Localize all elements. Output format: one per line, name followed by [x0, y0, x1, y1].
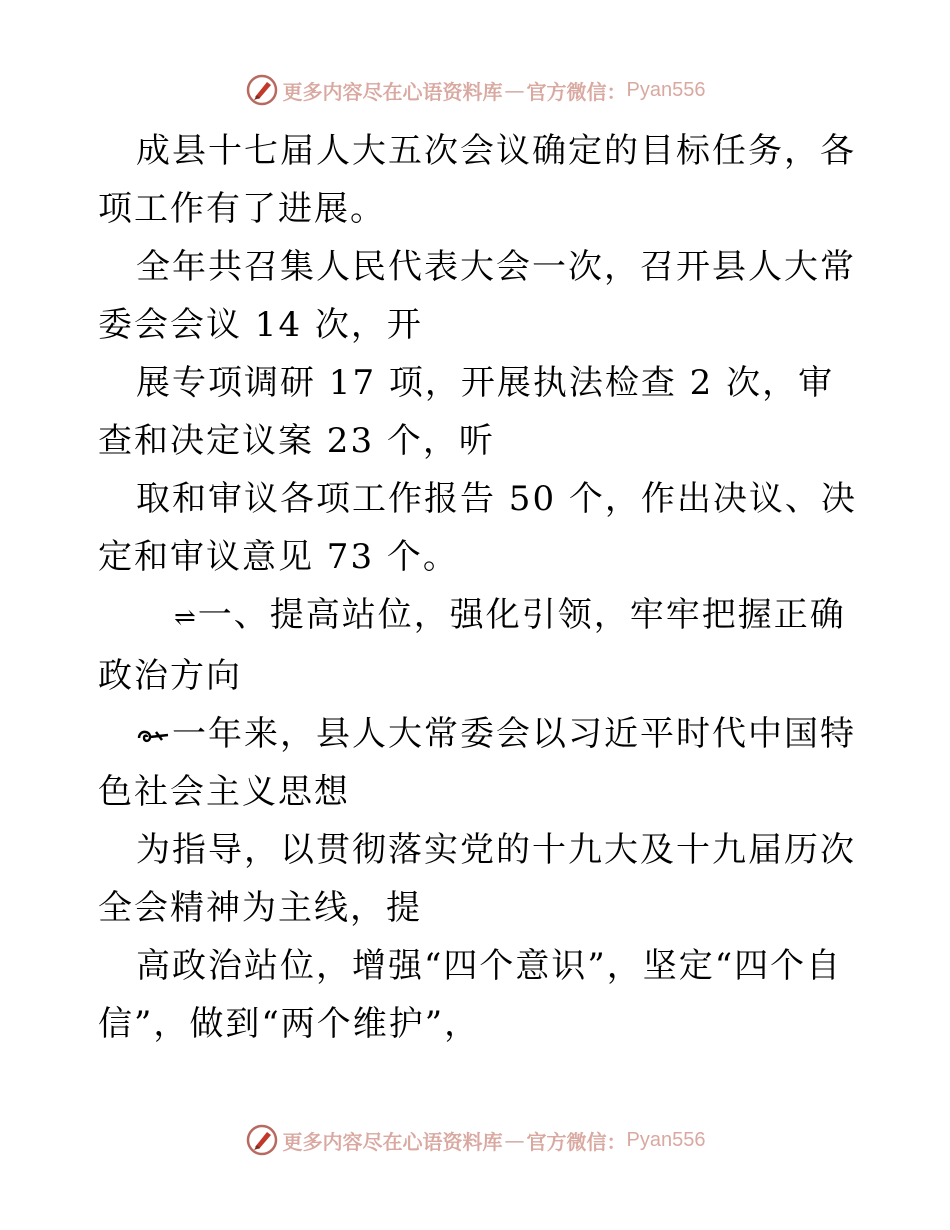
pen-nib-circle-logo	[245, 73, 279, 107]
document-body	[98, 122, 858, 1053]
pen-nib-circle-logo	[245, 1123, 279, 1157]
section-heading	[98, 586, 858, 705]
paragraph-7: 为指导，以贯彻落实党的十九大及十九届历次全会精神为主线，提	[98, 830, 856, 928]
arrows-glyph: ⇌	[174, 603, 196, 633]
footer-watermark	[0, 1120, 950, 1160]
paragraph-3: 展专项调研 17 项，开展执法检查 2 次，审查和决定议案 23 个，听	[98, 363, 835, 461]
paragraph-4: 取和审议各项工作报告 50 个，作出决议、决定和审议意见 73 个。	[98, 479, 857, 577]
watermark-wechat-id: Pyan556	[626, 1128, 706, 1151]
watermark-text: 更多内容尽在心语资料库	[282, 1129, 503, 1154]
paragraph-2: 全年共召集人民代表大会一次，召开县人大常委会会议 14 次，开	[98, 247, 856, 345]
watermark-text: 更多内容尽在心语资料库	[282, 79, 503, 104]
paragraph-8: 高政治站位，增强“四个意识”，坚定“四个自信”，做到“两个维护”，	[98, 946, 843, 1044]
section-heading-text: 一、提高站位，强化引领，牢牢把握正确政治方向	[98, 595, 846, 696]
watermark-wechat-label: 官方微信：	[526, 1129, 627, 1154]
watermark-dash: —	[504, 78, 525, 102]
watermark-dash: —	[504, 1128, 525, 1152]
paragraph-6	[98, 705, 858, 821]
header-watermark	[0, 70, 950, 110]
watermark-wechat-id: Pyan556	[626, 78, 706, 101]
paragraph-6-text: 一年来，县人大常委会以习近平时代中国特色社会主义思想	[98, 714, 856, 812]
watermark-wechat-label: 官方微信：	[526, 79, 627, 104]
scroll-ornament-icon	[136, 724, 170, 748]
paragraph-1: 成县十七届人大五次会议确定的目标任务，各项工作有了进展。	[98, 131, 856, 229]
